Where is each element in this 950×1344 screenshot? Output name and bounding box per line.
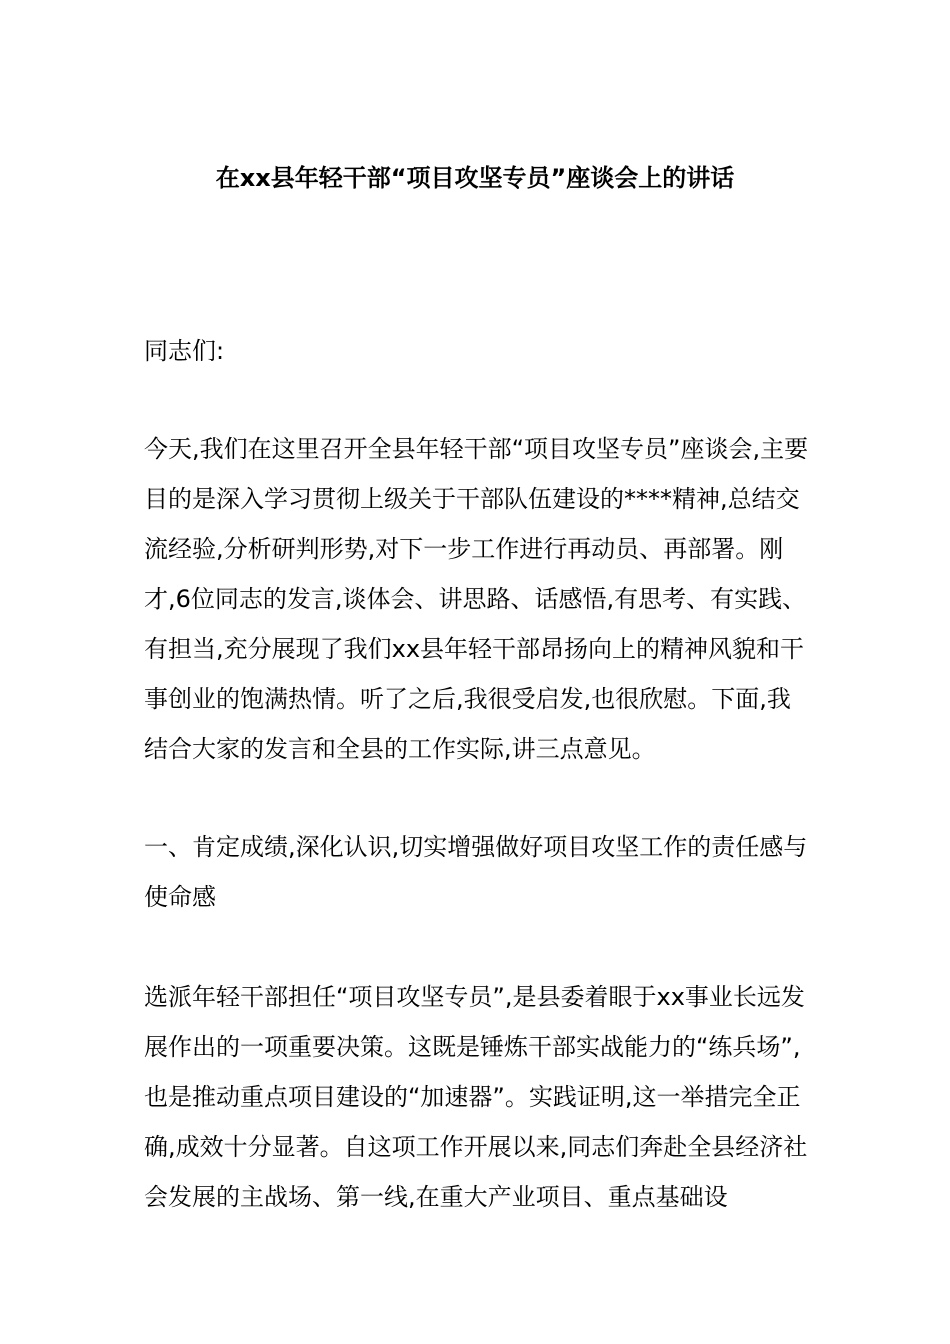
document-title: 在xx县年轻干部“项目攻坚专员”座谈会上的讲话	[215, 164, 735, 192]
paragraph-section-1: 选派年轻干部担任“项目攻坚专员”,是县委着眼于xx事业长远发展作出的一项重要决策。这既是锤炼干部实战能力的“练兵场”,也是推动重点项目建设的“加速器”。实践证明,这一举措完全正确,成效十分显著。自这项工作开展以来,同志们奔赴全县经济社会发展的主战场、第一线,在重大产业项目、重点基础设	[144, 983, 808, 1211]
paragraph-intro: 今天,我们在这里召开全县年轻干部“项目攻坚专员”座谈会,主要目的是深入学习贯彻上级关于干部队伍建设的****精神,总结交流经验,分析研判形势,对下一步工作进行再动员、再部署。刚才,6位同志的发言,谈体会、讲思路、话感悟,有思考、有实践、有担当,充分展现了我们xx县年轻干部昂扬向上的精神风貌和干事创业的饱满热情。听了之后,我很受启发,也很欣慰。下面,我结合大家的发言和全县的工作实际,讲三点意见。	[144, 435, 809, 763]
section-heading-1: 一、肯定成绩,深化认识,切实增强做好项目攻坚工作的责任感与使命感	[144, 833, 808, 911]
greeting: 同志们:	[144, 337, 225, 365]
